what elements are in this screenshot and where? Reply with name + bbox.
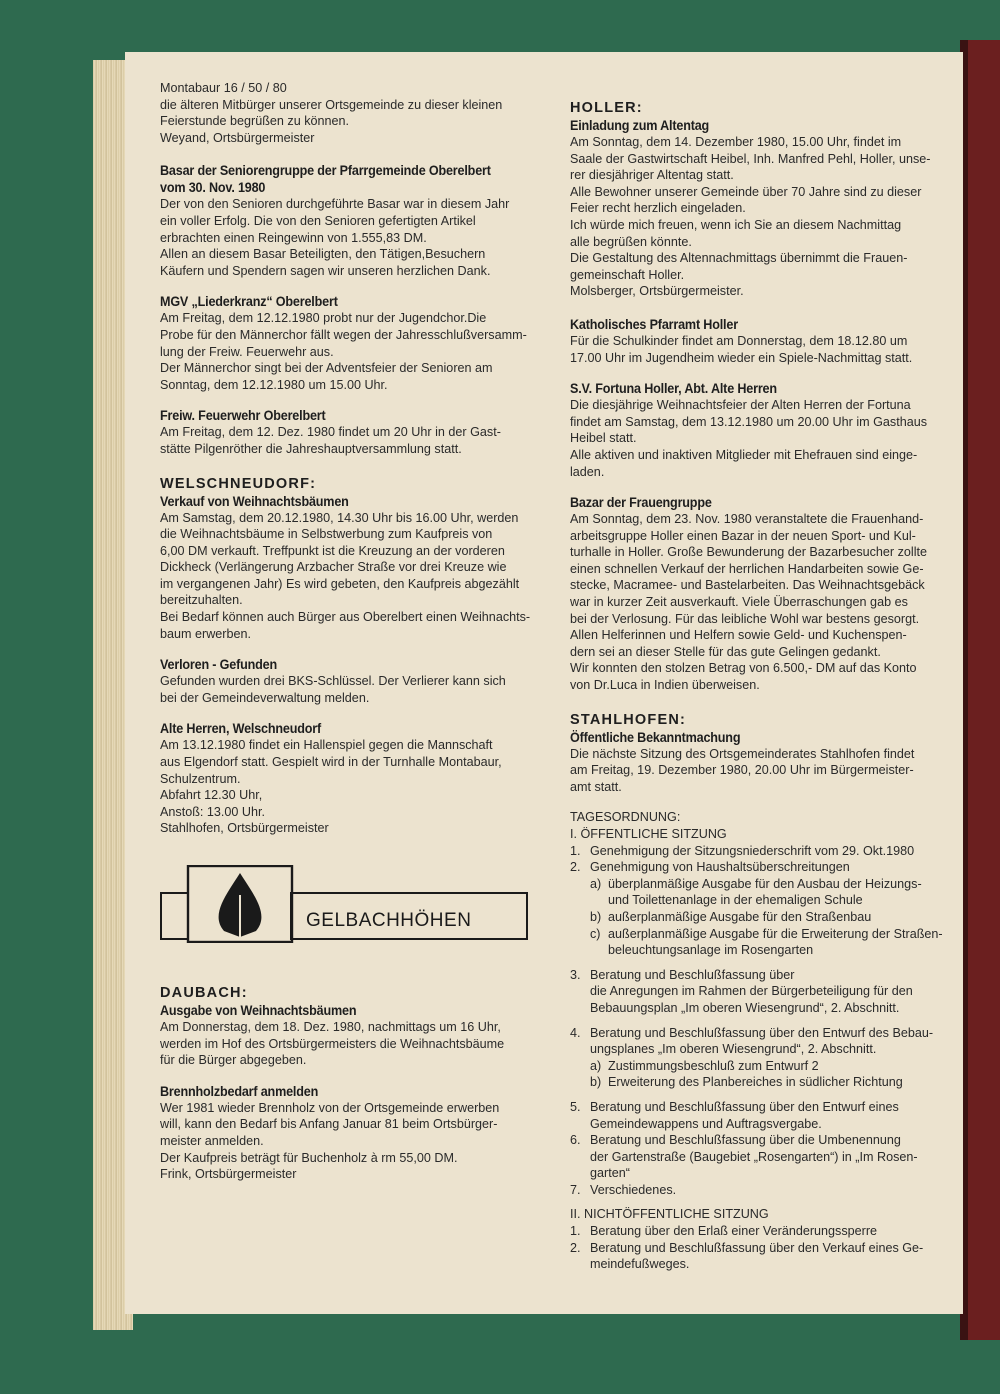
agenda-item: 2. Beratung und Beschlußfassung über den Verkauf eines Ge- meindefußweges. — [570, 1240, 924, 1272]
text-line: Am 13.12.1980 findet ein Hallenspiel gegen die Mannschaft — [160, 738, 493, 753]
text-line: alle begrüßen könnte. — [570, 234, 692, 249]
article-heading: S.V. Fortuna Holler, Abt. Alte Herren — [570, 380, 777, 397]
text-line: Alle aktiven und inaktiven Mitglieder mit Ehefrauen sind einge- — [570, 447, 918, 462]
text-line: Alle Bewohner unserer Gemeinde über 70 Jahre sind zu dieser — [570, 184, 922, 199]
text-line: Bei Bedarf können auch Bürger aus Oberelbert einen Weihnachts- — [160, 610, 531, 625]
text-line: die Weihnachtsbäume in Selbstwerbung zum Kaufpreis von — [160, 527, 493, 542]
text-line: erbrachten einen Reingewinn von 1.555,83 DM. — [160, 230, 427, 245]
gelbachhoehen-logo — [160, 865, 530, 943]
pfarramt-article — [570, 316, 962, 366]
text-line: laden. — [570, 464, 605, 479]
agenda-subitem-text: außerplanmäßige Ausgabe für den Straßenbau — [608, 909, 872, 924]
holler-section — [570, 100, 962, 300]
daubach-section — [160, 985, 555, 1069]
text-line: Am Freitag, dem 12.12.1980 probt nur der Jugendchor.Die — [160, 311, 487, 326]
article-heading: Alte Herren, Welschneudorf — [160, 720, 322, 737]
text-line: bereitzuhalten. — [160, 593, 243, 608]
article-heading: Verkauf von Weihnachtsbäumen — [160, 492, 349, 509]
verloren-article — [160, 656, 555, 706]
text-line: einen schnellen Verkauf der herrlichen Handarbeiten sowie Ge- — [570, 561, 924, 576]
brennholz-article — [160, 1083, 555, 1183]
signature-line: Weyand, Ortsbürgermeister — [160, 130, 315, 145]
agenda-subitem: b) außerplanmäßige Ausgabe für den Straßenbau — [590, 909, 872, 924]
text-line: im vergangenen Jahr) Es wird gebeten, den Kaufpreis abgezählt — [160, 576, 520, 591]
article-heading: Freiw. Feuerwehr Oberelbert — [160, 407, 326, 424]
agenda-private-heading: II. NICHTÖFFENTLICHE SITZUNG — [570, 1207, 769, 1222]
basar-article — [160, 162, 555, 279]
text-line: Heibel statt. — [570, 431, 637, 446]
signature-line: Frink, Ortsbürgermeister — [160, 1167, 297, 1182]
agenda-item: 6. Beratung und Beschlußfassung über die Umbenennung der Gartenstraße (Baugebiet „Rosengarten“) in „Im Rosen- garten“ — [570, 1133, 918, 1181]
agenda-item: 2. Genehmigung von Haushaltsüberschreitungen — [570, 860, 850, 875]
text-line: Allen an diesem Basar Beteiligten, den Tätigen,Besuchern — [160, 247, 486, 262]
text-line: turhalle in Holler. Große Bewunderung der Bazarbesucher zollte — [570, 545, 928, 560]
text-line: Schulzentrum. — [160, 771, 241, 786]
text-line: Wer 1981 wieder Brennholz von der Ortsgemeinde erwerben — [160, 1100, 500, 1115]
text-line: aus Elgendorf statt. Gespielt wird in der Turnhalle Montabaur, — [160, 755, 502, 770]
left-column — [160, 80, 555, 837]
alteherren-article — [160, 720, 555, 837]
text-line: lung der Freiw. Feuerwehr aus. — [160, 344, 334, 359]
text-line: Am Sonntag, dem 14. Dezember 1980, 15.00 Uhr, findet im — [570, 135, 902, 149]
text-line: die älteren Mitbürger unserer Ortsgemeinde zu dieser kleinen — [160, 97, 503, 112]
agenda-subitem: a) überplanmäßige Ausgabe für den Ausbau der Heizungs- und Toilettenanlage in der ehemaligen Schule — [590, 876, 922, 908]
text-line: Feier recht herzlich eingeladen. — [570, 201, 746, 216]
agenda-item-text: Verschiedenes. — [590, 1182, 677, 1197]
agenda — [570, 809, 962, 1272]
text-line: Wir konnten den stolzen Betrag von 6.500,- DM auf das Konto — [570, 661, 917, 676]
left-column-bottom — [160, 985, 555, 1183]
agenda-item: 1. Beratung über den Erlaß einer Veränderungssperre — [570, 1224, 878, 1239]
article-heading: Brennholzbedarf anmelden — [160, 1082, 319, 1099]
text-line: 17.00 Uhr im Jugendheim wieder ein Spiele-Nachmittag statt. — [570, 350, 913, 365]
text-line: stätte Pilgenröther die Jahreshauptversammlung statt. — [160, 441, 462, 456]
text-line: Probe für den Männerchor fällt wegen der Jahresschlußversamm- — [160, 327, 527, 342]
text-line: meister anmelden. — [160, 1133, 264, 1148]
town-heading: HOLLER: — [570, 100, 643, 116]
text-line: Am Donnerstag, dem 18. Dez. 1980, nachmittags um 16 Uhr, — [160, 1020, 501, 1034]
text-line: Käufern und Spendern sagen wir unseren herzlichen Dank. — [160, 263, 491, 278]
text-line: Allen Helferinnen und Helfern sowie Geld- und Kuchenspen- — [570, 628, 907, 643]
agenda-subitem: a) Zustimmungsbeschluß zum Entwurf 2 — [590, 1058, 819, 1073]
article-heading: Katholisches Pfarramt Holler — [570, 315, 738, 332]
text-line: Am Freitag, dem 12. Dez. 1980 findet um 20 Uhr in der Gast- — [160, 425, 501, 440]
text-line: findet am Samstag, dem 13.12.1980 um 20.00 Uhr im Gasthaus — [570, 414, 928, 429]
article-heading: Einladung zum Altentag — [570, 117, 710, 133]
article-heading: vom 30. Nov. 1980 — [160, 179, 266, 196]
text-line: ein voller Erfolg. Die von den Senioren gefertigten Artikel — [160, 213, 476, 228]
agenda-item: 5. Beratung und Beschlußfassung über den Entwurf eines Gemeindewappens und Auftragsvergabe. — [570, 1099, 899, 1131]
agenda-item-text: Beratung über den Erlaß einer Veränderungssperre — [590, 1224, 878, 1239]
text-line: amt statt. — [570, 779, 622, 794]
agenda-item: 4. Beratung und Beschlußfassung über den Entwurf des Bebau- ungsplanes „Im oberen Wiesengrund“, 2. Abschnitt. — [570, 1025, 934, 1057]
text-line: Feierstunde begrüßen zu können. — [160, 114, 350, 129]
welschneudorf-section — [160, 476, 555, 643]
text-line: Abfahrt 12.30 Uhr, — [160, 788, 263, 803]
text-line: von Dr.Luca in Indien überweisen. — [570, 678, 760, 693]
mgv-article — [160, 293, 555, 393]
text-line: Der Männerchor singt bei der Adventsfeier der Senioren am — [160, 361, 493, 376]
text-line: Für die Schulkinder findet am Donnerstag, dem 18.12.80 um — [570, 333, 908, 348]
text-line: bei der Gemeindeverwaltung melden. — [160, 690, 370, 705]
logo-left-box — [161, 893, 189, 939]
right-column — [570, 100, 962, 1273]
article-heading: Basar der Seniorengruppe der Pfarrgemeinde Oberelbert — [160, 162, 491, 179]
text-line: bei der Verlosung. Für das leibliche Wohl war bestens gesorgt. — [570, 611, 920, 626]
text-line: will, kann den Bedarf bis Anfang Januar 81 beim Ortsbürger- — [160, 1117, 498, 1132]
agenda-subitem: c) außerplanmäßige Ausgabe für die Erweiterung der Straßen- beleuchtungsanlage im Rosengarten — [590, 926, 943, 958]
agenda-subitem-text: überplanmäßige Ausgabe für den Ausbau der Heizungs- und Toilettenanlage in der ehemaligen Schule — [608, 876, 922, 908]
text-line: werden im Hof des Ortsbürgermeisters die Weihnachtsbäume — [160, 1036, 505, 1051]
stahlhofen-section — [570, 712, 962, 796]
article-heading: Öffentliche Bekanntmachung — [570, 728, 741, 745]
article-heading: Ausgabe von Weihnachtsbäumen — [160, 1002, 357, 1018]
text-line: Der Kaufpreis beträgt für Buchenholz à rm 55,00 DM. — [160, 1150, 458, 1165]
agenda-item-text: Beratung und Beschlußfassung über den Verkauf eines Ge- meindefußweges. — [590, 1240, 924, 1272]
town-heading: DAUBACH: — [160, 985, 248, 1001]
text-line: Dickheck (Verlängerung Arzbacher Straße vor drei Kreuze wie — [160, 560, 507, 575]
fortuna-article — [570, 380, 962, 480]
agenda-item: 3. Beratung und Beschlußfassung über die Anregungen im Rahmen der Bürgerbeteiligung für den Bebauungsplan „Im oberen Wiesengrund“, 2. Abschnitt. — [570, 967, 913, 1015]
intro-block — [160, 80, 555, 146]
feuerwehr-article — [160, 407, 555, 457]
agenda-subitem-text: Erweiterung des Planbereiches in südlicher Richtung — [608, 1075, 903, 1090]
agenda-public-heading: I. ÖFFENTLICHE SITZUNG — [570, 827, 727, 841]
town-heading: STAHLHOFEN: — [570, 711, 687, 728]
text-line: baum erwerben. — [160, 626, 252, 641]
article-heading: MGV „Liederkranz“ Oberelbert — [160, 293, 338, 310]
agenda-item-text: Beratung und Beschlußfassung über die Umbenennung der Gartenstraße (Baugebiet „Rosengarten“) in „Im Rosen- garten“ — [590, 1133, 918, 1181]
text-line: Am Samstag, dem 20.12.1980, 14.30 Uhr bis 16.00 Uhr, werden — [160, 510, 519, 525]
text-line: dern sei an dieser Stelle für das gute Gelingen gedankt. — [570, 644, 881, 659]
text-line: war in kurzer Zeit ausverkauft. Viele Überraschungen gab es — [570, 595, 908, 610]
article-heading: Verloren - Gefunden — [160, 656, 277, 673]
text-line: Die nächste Sitzung des Ortsgemeinderates Stahlhofen findet — [570, 746, 915, 761]
logo-text: GELBACHHÖHEN — [306, 910, 472, 931]
text-line: Sonntag, dem 12.12.1980 um 15.00 Uhr. — [160, 377, 388, 392]
agenda-item-text: Beratung und Beschlußfassung über die Anregungen im Rahmen der Bürgerbeteiligung für den Bebauungsplan „Im oberen Wiesengrund“, 2. Abschnitt. — [590, 967, 913, 1015]
signature-line: Stahlhofen, Ortsbürgermeister — [160, 821, 329, 836]
text-line: Der von den Senioren durchgeführte Basar war in diesem Jahr — [160, 197, 510, 212]
agenda-subitem-text: außerplanmäßige Ausgabe für die Erweiterung der Straßen- beleuchtungsanlage im Rosengarten — [608, 926, 943, 958]
agenda-subitem: b) Erweiterung des Planbereiches in südlicher Richtung — [590, 1075, 903, 1090]
text-line: Die Gestaltung des Altennachmittags übernimmt die Frauen- — [570, 251, 908, 266]
agenda-item-text: Beratung und Beschlußfassung über den Entwurf eines Gemeindewappens und Auftragsvergabe. — [590, 1099, 899, 1131]
text-line: rer diesjähriger Altentag statt. — [570, 168, 734, 183]
text-line: gemeinschaft Holler. — [570, 267, 685, 282]
agenda-item: 1. Genehmigung der Sitzungsniederschrift vom 29. Okt.1980 — [570, 843, 915, 858]
agenda-subitem-text: Zustimmungsbeschluß zum Entwurf 2 — [608, 1058, 819, 1073]
agenda-item-text: Beratung und Beschlußfassung über den Entwurf des Bebau- ungsplanes „Im oberen Wiesengrund“, 2. Abschnitt. — [590, 1025, 934, 1057]
text-line: Am Sonntag, dem 23. Nov. 1980 veranstaltete die Frauenhand- — [570, 512, 924, 527]
text-line: für die Bürger abgegeben. — [160, 1053, 307, 1068]
agenda-item: 7. Verschiedenes. — [570, 1182, 677, 1197]
article-heading: Bazar der Frauengruppe — [570, 494, 712, 511]
text-line: am Freitag, 19. Dezember 1980, 20.00 Uhr im Bürgermeister- — [570, 763, 914, 778]
bazar-article — [570, 494, 962, 694]
text-line: Anstoß: 13.00 Uhr. — [160, 804, 266, 819]
text-line: arbeitsgruppe Holler einen Bazar in der neuen Sport- und Kul- — [570, 528, 916, 543]
text-line: Saale der Gastwirtschaft Heibel, Inh. Manfred Pehl, Holler, unse- — [570, 151, 931, 166]
text-line: stecke, Macramee- und Bastelarbeiten. Das Weihnachtsgebäck — [570, 578, 925, 593]
agenda-heading: TAGESORDNUNG: — [570, 810, 681, 825]
town-heading: WELSCHNEUDORF: — [160, 475, 317, 492]
text-line: Ich würde mich freuen, wenn ich Sie an diesem Nachmittag — [570, 217, 902, 232]
text-line: 6,00 DM verkauft. Treffpunkt ist die Kreuzung an der vorderen — [160, 543, 505, 558]
agenda-item-text: Genehmigung von Haushaltsüberschreitungen — [590, 860, 850, 875]
page-reference: Montabaur 16 / 50 / 80 — [160, 81, 287, 95]
text-line: Die diesjährige Weihnachtsfeier der Alten Herren der Fortuna — [570, 398, 911, 413]
agenda-item-text: Genehmigung der Sitzungsniederschrift vom 29. Okt.1980 — [590, 843, 915, 858]
text-line: Gefunden wurden drei BKS-Schlüssel. Der Verlierer kann sich — [160, 674, 506, 689]
signature-line: Molsberger, Ortsbürgermeister. — [570, 284, 744, 299]
